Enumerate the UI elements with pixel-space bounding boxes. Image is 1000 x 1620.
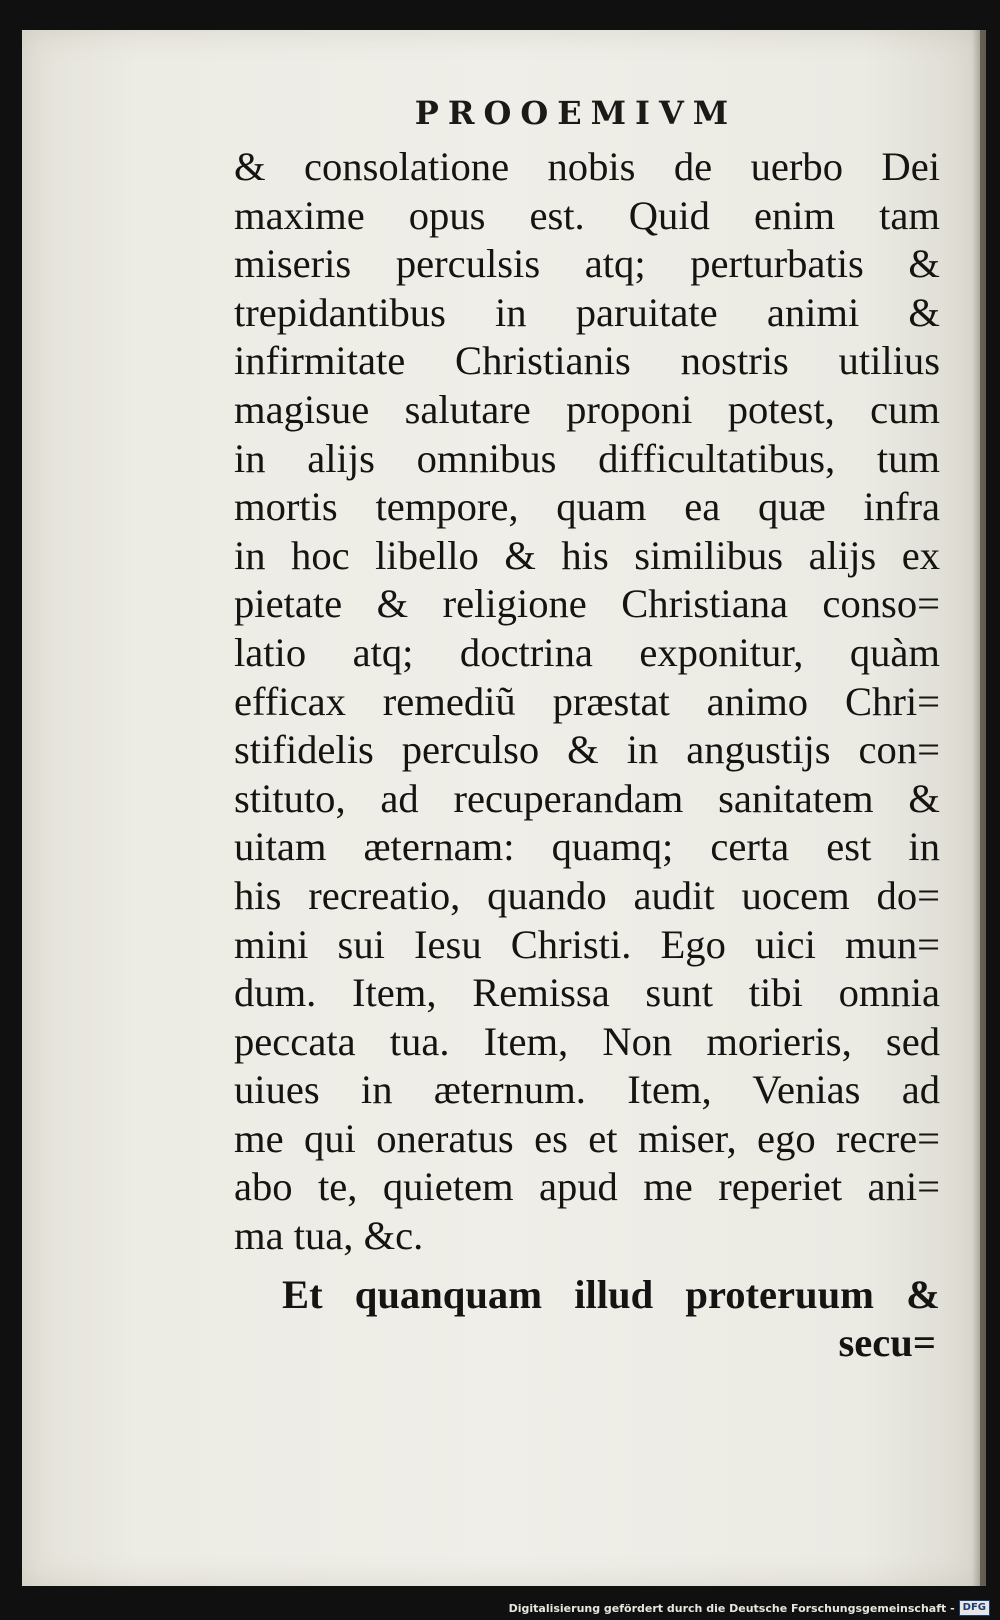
text-line: in hoc libello & his similibus alijs ex	[234, 532, 940, 578]
digitization-credit	[509, 1600, 990, 1616]
text-line: & consolatione nobis de uerbo Dei	[234, 144, 940, 189]
text-line: magisue salutare proponi potest, cum	[234, 386, 940, 432]
text-line: stituto, ad recuperandam sanitatem &	[234, 775, 940, 821]
catchword: secu=	[838, 1320, 936, 1366]
text-line: abo te, quietem apud me reperiet ani=	[234, 1164, 940, 1210]
text-line: his recreatio, quando audit uocem do=	[234, 872, 940, 918]
dfg-logo: DFG	[959, 1600, 990, 1616]
text-line: pietate & religione Christiana conso=	[234, 581, 940, 627]
text-line: me qui oneratus es et miser, ego recre=	[234, 1115, 940, 1161]
paragraph-gap	[234, 1261, 940, 1271]
text-line-last: ma tua, &c.	[234, 1213, 424, 1259]
text-line: miseris perculsis atq; perturbatis &	[234, 241, 940, 287]
text-line: maxime opus est. Quid enim tam	[234, 192, 940, 238]
running-head: PROOEMIVM	[414, 94, 738, 132]
text-line: stifidelis perculso & in angustijs con=	[234, 727, 940, 773]
text-line: latio atq; doctrina exponitur, quàm	[234, 629, 940, 675]
text-line: in alijs omnibus difficultatibus, tum	[234, 435, 940, 481]
book-page	[22, 30, 986, 1586]
text-line: peccata tua. Item, Non morieris, sed	[234, 1018, 940, 1064]
text-line: trepidantibus in paruitate animi &	[234, 289, 940, 335]
text-line: efficax remediũ præstat animo Chri=	[234, 678, 940, 724]
page-edge-shadow	[972, 30, 986, 1586]
text-line: mortis tempore, quam ea quæ infra	[234, 484, 940, 530]
paragraph-2-first-line: Et quanquam illud proteruum &	[282, 1271, 940, 1317]
digitization-credit-text: Digitalisierung gefördert durch die Deutsche Forschungsgemeinschaft -	[508, 1601, 955, 1615]
text-block	[234, 143, 940, 1368]
text-line: uiues in æternum. Item, Venias ad	[234, 1067, 940, 1113]
text-line: dum. Item, Remissa sunt tibi omnia	[234, 970, 940, 1016]
text-line: uitam æternam: quamq; certa est in	[234, 824, 940, 870]
text-line: infirmitate Christianis nostris utilius	[234, 338, 940, 384]
text-line: mini sui Iesu Christi. Ego uici mun=	[234, 921, 940, 967]
